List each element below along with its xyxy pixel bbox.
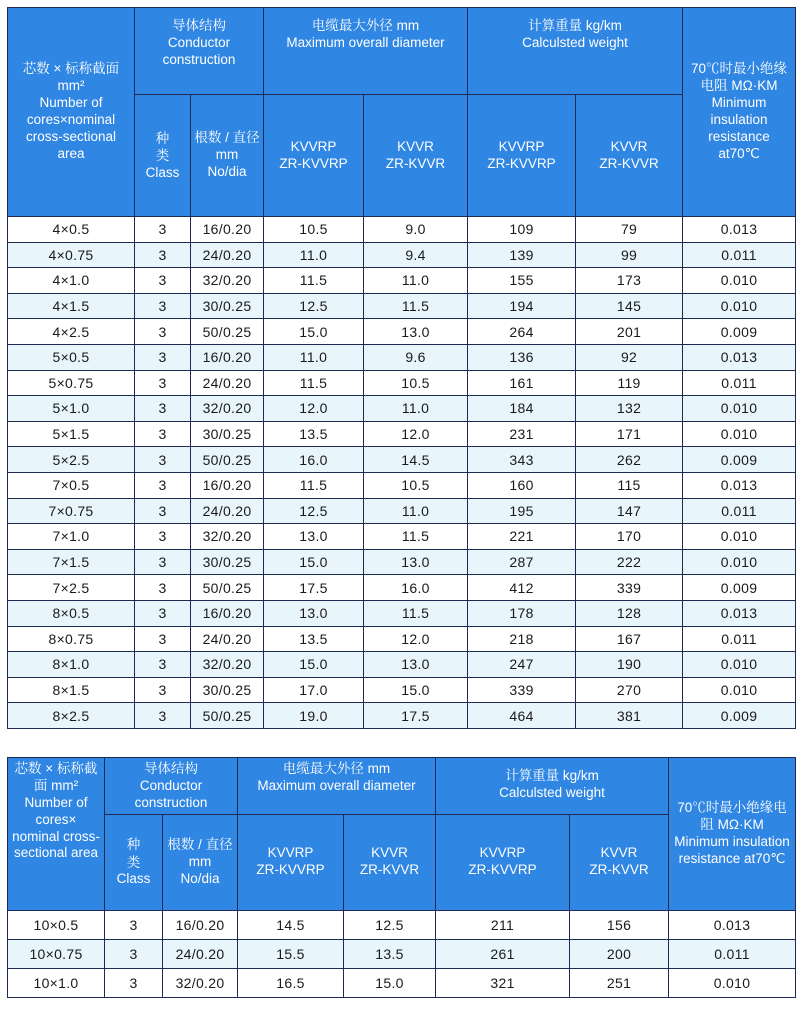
cell-nodia: 32/0.20 bbox=[191, 652, 264, 678]
cell-diameter-kvvrp: 17.0 bbox=[264, 677, 364, 703]
cell-class: 3 bbox=[135, 217, 191, 243]
header-weight-kvvrp-label: KVVRP bbox=[498, 138, 545, 154]
header-conductor bbox=[135, 8, 264, 95]
cell-weight-kvvr: 167 bbox=[576, 626, 683, 652]
header2-nodia-en: No/dia bbox=[180, 870, 220, 886]
cell-resistance: 0.010 bbox=[683, 652, 796, 678]
header-class-cn: 种类 bbox=[155, 130, 170, 164]
cell-diameter-kvvr: 13.5 bbox=[344, 939, 436, 968]
cell-weight-kvvrp: 160 bbox=[468, 472, 576, 498]
cell-class: 3 bbox=[135, 242, 191, 268]
header2-weight-en: Calculsted weight bbox=[499, 784, 605, 800]
cell-class: 3 bbox=[135, 524, 191, 550]
cell-class: 3 bbox=[135, 703, 191, 729]
cell-nodia: 16/0.20 bbox=[191, 344, 264, 370]
cell-nodia: 16/0.20 bbox=[191, 217, 264, 243]
cell-resistance: 0.013 bbox=[683, 217, 796, 243]
cell-resistance: 0.011 bbox=[683, 370, 796, 396]
cell-class: 3 bbox=[135, 549, 191, 575]
cell-weight-kvvrp: 195 bbox=[468, 498, 576, 524]
table-row bbox=[8, 968, 796, 997]
header-nodia-en: No/dia bbox=[207, 163, 247, 179]
cell-diameter-kvvr: 11.5 bbox=[364, 293, 468, 319]
cell-weight-kvvr: 381 bbox=[576, 703, 683, 729]
table-row bbox=[8, 498, 796, 524]
cell-nodia: 30/0.25 bbox=[191, 293, 264, 319]
cell-weight-kvvrp: 339 bbox=[468, 677, 576, 703]
cell-diameter-kvvrp: 11.5 bbox=[264, 472, 364, 498]
cell-class: 3 bbox=[135, 498, 191, 524]
header2-weight-kvvr bbox=[570, 814, 669, 910]
cell-nodia: 24/0.20 bbox=[191, 242, 264, 268]
header2-weight-zr-kvvrp-label: ZR-KVVRP bbox=[468, 862, 537, 878]
header-diameter-en: Maximum overall diameter bbox=[286, 34, 445, 50]
cell-diameter-kvvr: 13.0 bbox=[364, 549, 468, 575]
cell-nodia: 50/0.25 bbox=[191, 447, 264, 473]
header2-zr-kvvr: ZR-KVVR bbox=[359, 862, 420, 878]
header2-class-cn: 种类 bbox=[126, 837, 141, 870]
table-row bbox=[8, 910, 796, 939]
table-row bbox=[8, 421, 796, 447]
cell-class: 3 bbox=[135, 293, 191, 319]
cell-nodia: 16/0.20 bbox=[163, 910, 238, 939]
cell-weight-kvvr: 92 bbox=[576, 344, 683, 370]
header-weight-kvvr-label: KVVR bbox=[610, 138, 648, 154]
table-row bbox=[8, 549, 796, 575]
header-zr-kvvr: ZR-KVVR bbox=[385, 155, 446, 171]
cell-resistance: 0.013 bbox=[669, 910, 796, 939]
header-diameter-cn: 电缆最大外径 mm bbox=[311, 18, 420, 33]
table-row bbox=[8, 447, 796, 473]
cell-nodia: 30/0.25 bbox=[191, 677, 264, 703]
cell-weight-kvvr: 99 bbox=[576, 242, 683, 268]
cell-weight-kvvr: 201 bbox=[576, 319, 683, 345]
cell-resistance: 0.009 bbox=[683, 703, 796, 729]
cell-class: 3 bbox=[135, 370, 191, 396]
cell-nodia: 50/0.25 bbox=[191, 703, 264, 729]
cell-weight-kvvrp: 343 bbox=[468, 447, 576, 473]
cell-size: 7×1.5 bbox=[8, 549, 135, 575]
header-diameter-kvvr bbox=[364, 95, 468, 217]
header-kvvrp: KVVRP bbox=[290, 138, 337, 154]
cell-diameter-kvvrp: 13.0 bbox=[264, 600, 364, 626]
cell-class: 3 bbox=[135, 268, 191, 294]
cell-size: 10×0.75 bbox=[8, 939, 105, 968]
cell-weight-kvvrp: 184 bbox=[468, 396, 576, 422]
cell-weight-kvvrp: 211 bbox=[436, 910, 570, 939]
header-size-cn: 芯数 × 标称截面 mm² bbox=[22, 61, 120, 94]
header-resistance-en: Minimum insulation resistance at70℃ bbox=[708, 95, 770, 161]
table-row bbox=[8, 600, 796, 626]
cell-nodia: 30/0.25 bbox=[191, 421, 264, 447]
header-size-en: Number of cores×nominal cross-sectional area bbox=[25, 95, 117, 161]
cell-class: 3 bbox=[135, 626, 191, 652]
cell-weight-kvvr: 262 bbox=[576, 447, 683, 473]
cell-diameter-kvvrp: 12.5 bbox=[264, 293, 364, 319]
cell-weight-kvvrp: 264 bbox=[468, 319, 576, 345]
cell-nodia: 24/0.20 bbox=[191, 626, 264, 652]
cell-diameter-kvvrp: 15.0 bbox=[264, 549, 364, 575]
cell-weight-kvvr: 132 bbox=[576, 396, 683, 422]
header2-conductor bbox=[105, 758, 238, 815]
cell-weight-kvvr: 270 bbox=[576, 677, 683, 703]
table-row bbox=[8, 217, 796, 243]
cell-weight-kvvrp: 231 bbox=[468, 421, 576, 447]
cell-diameter-kvvr: 11.5 bbox=[364, 600, 468, 626]
cell-resistance: 0.013 bbox=[683, 600, 796, 626]
cell-weight-kvvr: 200 bbox=[570, 939, 669, 968]
cell-weight-kvvr: 79 bbox=[576, 217, 683, 243]
table-row bbox=[8, 472, 796, 498]
header2-diameter-en: Maximum overall diameter bbox=[257, 777, 416, 793]
cell-size: 5×1.5 bbox=[8, 421, 135, 447]
cell-nodia: 16/0.20 bbox=[191, 600, 264, 626]
cell-resistance: 0.009 bbox=[683, 575, 796, 601]
cell-weight-kvvrp: 412 bbox=[468, 575, 576, 601]
cell-diameter-kvvrp: 16.0 bbox=[264, 447, 364, 473]
cell-weight-kvvrp: 287 bbox=[468, 549, 576, 575]
cell-diameter-kvvr: 11.0 bbox=[364, 268, 468, 294]
cell-resistance: 0.011 bbox=[683, 626, 796, 652]
cell-size: 10×0.5 bbox=[8, 910, 105, 939]
cell-weight-kvvrp: 218 bbox=[468, 626, 576, 652]
cell-diameter-kvvrp: 11.0 bbox=[264, 242, 364, 268]
table-row bbox=[8, 293, 796, 319]
cell-diameter-kvvrp: 12.0 bbox=[264, 396, 364, 422]
table-row bbox=[8, 396, 796, 422]
cell-diameter-kvvr: 10.5 bbox=[364, 370, 468, 396]
cell-diameter-kvvr: 10.5 bbox=[364, 472, 468, 498]
cell-size: 4×1.0 bbox=[8, 268, 135, 294]
header2-class bbox=[105, 814, 163, 910]
cell-size: 7×1.0 bbox=[8, 524, 135, 550]
table-row bbox=[8, 626, 796, 652]
header2-size-en: Number of cores× nominal cross-sectional area bbox=[12, 794, 100, 861]
header2-nodia-cn: 根数 / 直径 mm bbox=[167, 836, 233, 869]
cell-class: 3 bbox=[135, 319, 191, 345]
cell-resistance: 0.009 bbox=[683, 447, 796, 473]
cell-weight-kvvr: 128 bbox=[576, 600, 683, 626]
cell-diameter-kvvrp: 17.5 bbox=[264, 575, 364, 601]
cell-class: 3 bbox=[135, 447, 191, 473]
cell-diameter-kvvrp: 19.0 bbox=[264, 703, 364, 729]
table-row bbox=[8, 703, 796, 729]
header-weight-en: Calculsted weight bbox=[522, 34, 628, 50]
table-row bbox=[8, 575, 796, 601]
header2-weight-kvvrp bbox=[436, 814, 570, 910]
cell-diameter-kvvrp: 12.5 bbox=[264, 498, 364, 524]
header-diameter bbox=[264, 8, 468, 95]
cell-resistance: 0.010 bbox=[669, 968, 796, 997]
cell-diameter-kvvr: 17.5 bbox=[364, 703, 468, 729]
cell-nodia: 50/0.25 bbox=[191, 319, 264, 345]
cell-weight-kvvr: 173 bbox=[576, 268, 683, 294]
cell-class: 3 bbox=[135, 344, 191, 370]
table-row bbox=[8, 268, 796, 294]
cell-weight-kvvr: 171 bbox=[576, 421, 683, 447]
cell-diameter-kvvr: 11.0 bbox=[364, 498, 468, 524]
header-conductor-cn: 导体结构 bbox=[172, 18, 226, 33]
cell-resistance: 0.010 bbox=[683, 268, 796, 294]
cell-diameter-kvvrp: 11.5 bbox=[264, 268, 364, 294]
header-diameter-kvvrp bbox=[264, 95, 364, 217]
header2-diameter-cn: 电缆最大外径 mm bbox=[282, 761, 391, 776]
cell-nodia: 24/0.20 bbox=[191, 498, 264, 524]
cell-resistance: 0.009 bbox=[683, 319, 796, 345]
cell-nodia: 24/0.20 bbox=[163, 939, 238, 968]
table-row bbox=[8, 344, 796, 370]
header-size bbox=[8, 8, 135, 217]
cell-class: 3 bbox=[105, 968, 163, 997]
cell-weight-kvvr: 222 bbox=[576, 549, 683, 575]
header-resistance-cn: 70℃时最小绝缘电阻 MΩ·KM bbox=[691, 61, 788, 94]
cell-diameter-kvvr: 12.5 bbox=[344, 910, 436, 939]
cell-weight-kvvr: 251 bbox=[570, 968, 669, 997]
cell-resistance: 0.010 bbox=[683, 421, 796, 447]
header-resistance bbox=[683, 8, 796, 217]
cell-size: 7×0.5 bbox=[8, 472, 135, 498]
cell-size: 7×2.5 bbox=[8, 575, 135, 601]
cell-resistance: 0.013 bbox=[683, 344, 796, 370]
header2-diameter bbox=[238, 758, 436, 815]
cell-weight-kvvrp: 155 bbox=[468, 268, 576, 294]
table-2-body bbox=[8, 910, 796, 997]
header2-weight-cn: 计算重量 kg/km bbox=[505, 768, 599, 783]
header2-resistance bbox=[669, 758, 796, 911]
cell-weight-kvvr: 119 bbox=[576, 370, 683, 396]
cell-diameter-kvvrp: 10.5 bbox=[264, 217, 364, 243]
cell-weight-kvvr: 115 bbox=[576, 472, 683, 498]
table-row bbox=[8, 939, 796, 968]
cell-resistance: 0.013 bbox=[683, 472, 796, 498]
cell-diameter-kvvr: 9.0 bbox=[364, 217, 468, 243]
header2-weight-kvvrp-label: KVVRP bbox=[479, 845, 526, 861]
cell-diameter-kvvrp: 15.5 bbox=[238, 939, 344, 968]
header2-resistance-en: Minimum insulation resistance at70℃ bbox=[674, 833, 790, 866]
header2-weight bbox=[436, 758, 669, 815]
cell-diameter-kvvrp: 11.5 bbox=[264, 370, 364, 396]
cell-weight-kvvrp: 464 bbox=[468, 703, 576, 729]
header2-diameter-kvvr bbox=[344, 814, 436, 910]
cell-weight-kvvrp: 136 bbox=[468, 344, 576, 370]
cell-nodia: 50/0.25 bbox=[191, 575, 264, 601]
cell-size: 4×0.75 bbox=[8, 242, 135, 268]
cell-class: 3 bbox=[135, 421, 191, 447]
header2-zr-kvvrp: ZR-KVVRP bbox=[256, 862, 325, 878]
table-row bbox=[8, 370, 796, 396]
cell-diameter-kvvrp: 13.5 bbox=[264, 421, 364, 447]
cell-class: 3 bbox=[135, 652, 191, 678]
cell-nodia: 32/0.20 bbox=[163, 968, 238, 997]
cell-weight-kvvr: 339 bbox=[576, 575, 683, 601]
cell-size: 4×0.5 bbox=[8, 217, 135, 243]
cell-nodia: 32/0.20 bbox=[191, 396, 264, 422]
cell-weight-kvvrp: 139 bbox=[468, 242, 576, 268]
table-row bbox=[8, 652, 796, 678]
cell-diameter-kvvr: 12.0 bbox=[364, 626, 468, 652]
header-weight-kvvrp bbox=[468, 95, 576, 217]
cell-diameter-kvvr: 11.5 bbox=[364, 524, 468, 550]
header-class-en: Class bbox=[145, 164, 180, 180]
cell-weight-kvvr: 147 bbox=[576, 498, 683, 524]
cell-diameter-kvvr: 13.0 bbox=[364, 652, 468, 678]
cell-size: 8×0.75 bbox=[8, 626, 135, 652]
cell-nodia: 24/0.20 bbox=[191, 370, 264, 396]
header2-conductor-cn: 导体结构 bbox=[144, 761, 198, 776]
cell-diameter-kvvr: 15.0 bbox=[364, 677, 468, 703]
cell-class: 3 bbox=[105, 910, 163, 939]
cell-diameter-kvvrp: 15.0 bbox=[264, 652, 364, 678]
cell-size: 8×1.5 bbox=[8, 677, 135, 703]
table-row bbox=[8, 677, 796, 703]
cell-weight-kvvrp: 321 bbox=[436, 968, 570, 997]
cell-weight-kvvr: 190 bbox=[576, 652, 683, 678]
cell-resistance: 0.010 bbox=[683, 396, 796, 422]
header-nodia-cn: 根数 / 直径 mm bbox=[194, 130, 260, 163]
cell-size: 10×1.0 bbox=[8, 968, 105, 997]
header2-weight-kvvr-label: KVVR bbox=[600, 845, 638, 861]
header-conductor-en: Conductor construction bbox=[162, 34, 236, 67]
cell-resistance: 0.011 bbox=[669, 939, 796, 968]
header2-resistance-cn: 70℃时最小绝缘电阻 MΩ·KM bbox=[677, 800, 787, 832]
header2-kvvr: KVVR bbox=[371, 845, 408, 861]
header2-nodia bbox=[163, 814, 238, 910]
cell-diameter-kvvrp: 16.5 bbox=[238, 968, 344, 997]
cell-diameter-kvvrp: 13.0 bbox=[264, 524, 364, 550]
header2-kvvrp: KVVRP bbox=[267, 845, 314, 861]
cell-diameter-kvvr: 9.4 bbox=[364, 242, 468, 268]
cell-resistance: 0.010 bbox=[683, 677, 796, 703]
cell-diameter-kvvrp: 14.5 bbox=[238, 910, 344, 939]
header2-class-en: Class bbox=[116, 871, 151, 887]
cell-nodia: 32/0.20 bbox=[191, 268, 264, 294]
header-weight-cn: 计算重量 kg/km bbox=[528, 18, 622, 33]
cell-nodia: 16/0.20 bbox=[191, 472, 264, 498]
cable-spec-table-1 bbox=[7, 7, 796, 729]
cable-spec-table-2 bbox=[7, 757, 796, 998]
cell-weight-kvvrp: 178 bbox=[468, 600, 576, 626]
cell-weight-kvvrp: 221 bbox=[468, 524, 576, 550]
cell-resistance: 0.011 bbox=[683, 242, 796, 268]
table-row bbox=[8, 242, 796, 268]
cell-size: 4×2.5 bbox=[8, 319, 135, 345]
cell-diameter-kvvr: 16.0 bbox=[364, 575, 468, 601]
cell-nodia: 32/0.20 bbox=[191, 524, 264, 550]
header-weight-zr-kvvr-label: ZR-KVVR bbox=[599, 155, 659, 171]
cell-weight-kvvrp: 161 bbox=[468, 370, 576, 396]
header2-conductor-en: Conductor construction bbox=[134, 777, 208, 810]
cell-diameter-kvvr: 11.0 bbox=[364, 396, 468, 422]
header-kvvr: KVVR bbox=[397, 138, 434, 154]
cell-resistance: 0.010 bbox=[683, 524, 796, 550]
cell-size: 5×1.0 bbox=[8, 396, 135, 422]
cell-diameter-kvvr: 9.6 bbox=[364, 344, 468, 370]
header-weight bbox=[468, 8, 683, 95]
cell-resistance: 0.011 bbox=[683, 498, 796, 524]
cell-size: 7×0.75 bbox=[8, 498, 135, 524]
cell-weight-kvvr: 156 bbox=[570, 910, 669, 939]
cell-diameter-kvvrp: 11.0 bbox=[264, 344, 364, 370]
cell-size: 8×2.5 bbox=[8, 703, 135, 729]
cell-weight-kvvrp: 247 bbox=[468, 652, 576, 678]
table-row bbox=[8, 524, 796, 550]
cell-diameter-kvvr: 15.0 bbox=[344, 968, 436, 997]
cell-diameter-kvvrp: 15.0 bbox=[264, 319, 364, 345]
cell-class: 3 bbox=[135, 396, 191, 422]
cell-diameter-kvvrp: 13.5 bbox=[264, 626, 364, 652]
header2-size bbox=[8, 758, 105, 911]
cell-class: 3 bbox=[135, 677, 191, 703]
cell-size: 8×0.5 bbox=[8, 600, 135, 626]
cell-class: 3 bbox=[105, 939, 163, 968]
header-nodia bbox=[191, 95, 264, 217]
header-weight-zr-kvvrp-label: ZR-KVVRP bbox=[487, 155, 556, 171]
cell-weight-kvvrp: 261 bbox=[436, 939, 570, 968]
header2-size-cn: 芯数 × 标称截面 mm² bbox=[14, 761, 98, 793]
cell-size: 4×1.5 bbox=[8, 293, 135, 319]
cell-weight-kvvr: 170 bbox=[576, 524, 683, 550]
cell-size: 8×1.0 bbox=[8, 652, 135, 678]
header-weight-kvvr bbox=[576, 95, 683, 217]
table-1-body bbox=[8, 217, 796, 729]
cell-class: 3 bbox=[135, 472, 191, 498]
cell-diameter-kvvr: 14.5 bbox=[364, 447, 468, 473]
cell-weight-kvvrp: 194 bbox=[468, 293, 576, 319]
cell-class: 3 bbox=[135, 600, 191, 626]
cell-class: 3 bbox=[135, 575, 191, 601]
cell-diameter-kvvr: 13.0 bbox=[364, 319, 468, 345]
header2-diameter-kvvrp bbox=[238, 814, 344, 910]
table-row bbox=[8, 319, 796, 345]
cell-diameter-kvvr: 12.0 bbox=[364, 421, 468, 447]
cell-size: 5×0.5 bbox=[8, 344, 135, 370]
cell-resistance: 0.010 bbox=[683, 293, 796, 319]
cell-weight-kvvrp: 109 bbox=[468, 217, 576, 243]
cell-resistance: 0.010 bbox=[683, 549, 796, 575]
header-class bbox=[135, 95, 191, 217]
header2-weight-zr-kvvr-label: ZR-KVVR bbox=[589, 862, 649, 878]
cell-size: 5×0.75 bbox=[8, 370, 135, 396]
cell-weight-kvvr: 145 bbox=[576, 293, 683, 319]
header-zr-kvvrp: ZR-KVVRP bbox=[279, 155, 348, 171]
cell-nodia: 30/0.25 bbox=[191, 549, 264, 575]
cell-size: 5×2.5 bbox=[8, 447, 135, 473]
